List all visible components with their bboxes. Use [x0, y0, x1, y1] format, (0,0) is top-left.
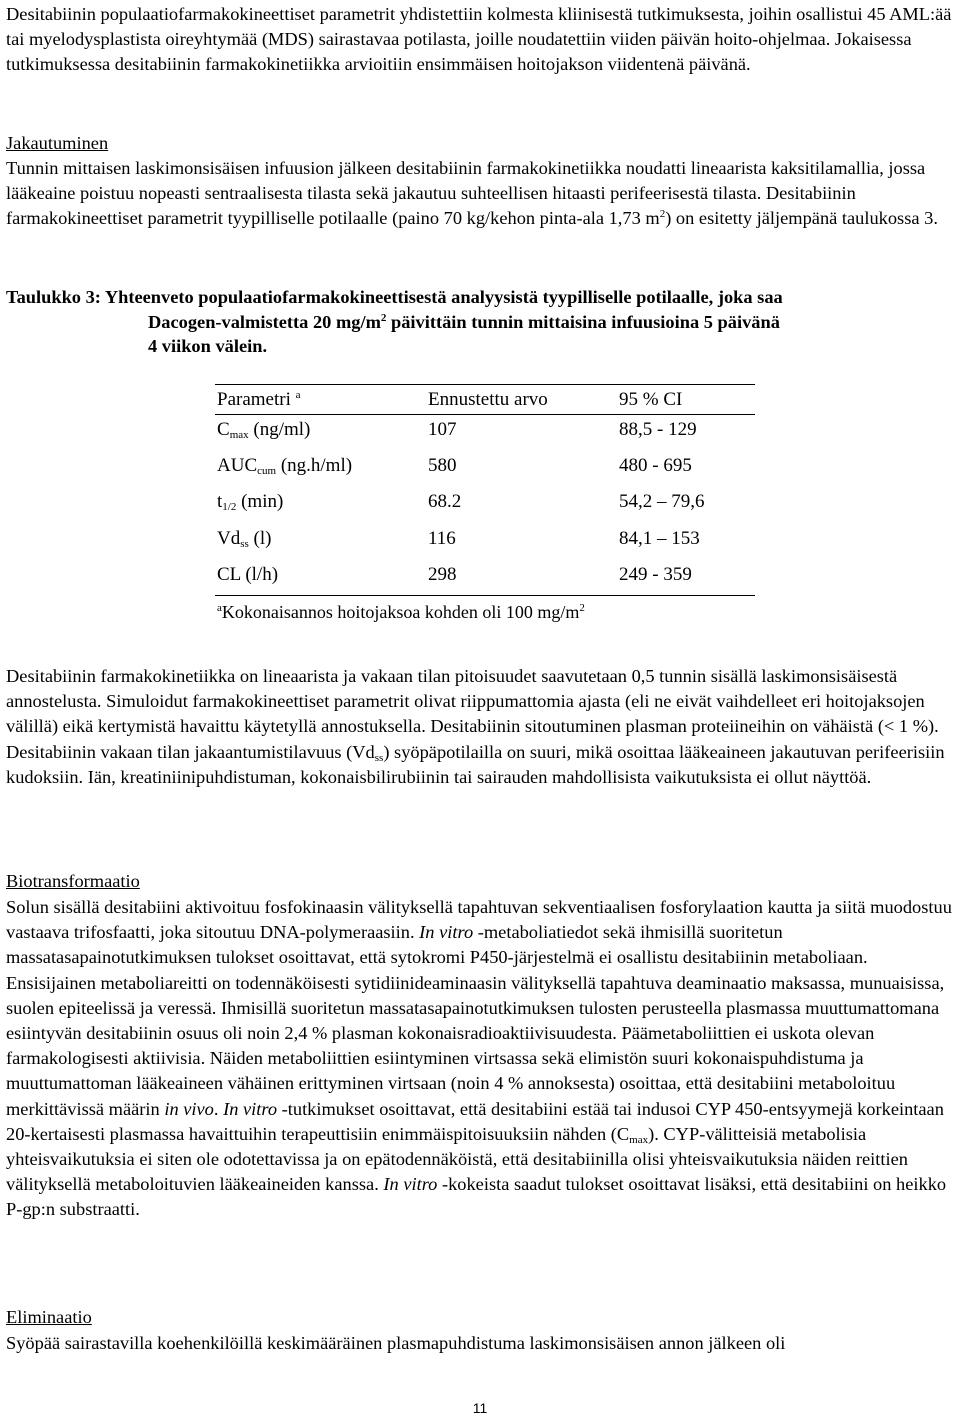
table-header-row: [215, 387, 755, 413]
distribution-heading: Jakautuminen: [6, 133, 109, 153]
biotransformation-paragraph: Solun sisällä desitabiini aktivoituu fosfokinaasin välityksellä tapahtuvan sekventiaalisen fosforylaation kautta ja siitä muodostuu vastaava trifosfaatti, joka sitoutuu DNA-polymeraasiin. In vitro -metaboliatiedot sekä ihmisillä suoritetun massatasapainotutkimuksen tulokset osoittavat, että sytokromi P450-järjestelmä ei osallistu desitabiinin metaboliaan. Ensisijainen metaboliareitti on todennäköisesti sytidiinideaminaasin välityksellä tapahtuva deaminaatio maksassa, munuaisissa, suolen epiteelissä ja veressä. Ihmisillä suoritetun massatasapainotutkimuksen tulosten perusteella plasmassa muuttumattomana esiintyvän desitabiinin osuus oli noin 2,4 % plasman kokonaisradioaktiivisuudesta. Päämetaboliittien ei uskota olevan farmakologisesti aktiivisia. Näiden metaboliittien esiintyminen virtsassa sekä elimistön suuri kokonaispuhdistuma ja muuttumattoman lääkeaineen vähäinen erittyminen virtsaan (noin 4 % annoksesta) osoittaa, että desitabiini metaboloituu merkittävissä määrin in vivo. In vitro -tutkimukset osoittavat, että desitabiini estää tai indusoi CYP 450-entsyymejä korkeintaan 20-kertaisesti plasmassa havaittuihin terapeuttisiin enimmäispitoisuuksiin nähden $(C_{max})$. CYP-välitteisiä metabolisia yhteisvaikutuksia ei siten ole odotettavissa ja on epätodennäköistä, että desitabiinilla olisi yhteisvaikutuksia näiden reittien välityksellä metaboloituvien lääkeaineiden kanssa. In vitro -kokeista saadut tulokset osoittavat lisäksi, että desitabiini on heikko P-gp:n substraatti.: [6, 897, 952, 1220]
table-header-rule: [215, 414, 755, 415]
elimination-heading: Eliminaatio: [6, 1307, 92, 1327]
table-row: CL (l/h) 298 249 - 359: [217, 564, 692, 585]
page-number: 11: [472, 1400, 488, 1416]
header-value: Ennustettu arvo: [428, 389, 548, 410]
table-top-rule: [215, 384, 755, 385]
elimination-paragraph: Syöpää sairastavilla koehenkilöillä keskimääräinen plasmapuhdistuma laskimonsisäisen annon jälkeen oli: [6, 1333, 786, 1353]
header-ci: 95 % CI: [619, 389, 683, 410]
pk-linearity-paragraph: Desitabiinin farmakokinetiikka on lineaarista ja vakaan tilan pitoisuudet saavutetaan 0,5 tunnin sisällä laskimonsisäisestä annostelusta. Simuloidut farmakokineettiset parametrit olivat riippumattomia ajasta (eli ne eivät vaihdelleet eri hoitojaksojen välillä) eikä kertymistä havaittu käytetyllä annostuksella. Desitabiinin sitoutuminen plasman proteiineihin on vähäistä (< 1 %). Desitabiinin vakaan tilan jakaantumistilavuus $(Vd_{ss})$ syöpäpotilailla on suuri, mikä osoittaa lääkeaineen jakautuvan perifeerisiin kudoksiin. Iän, kreatiniinipuhdistuman, kokonaisbilirubiinin tai sairauden mahdollisista vaikutuksista ei ollut näyttöä.: [6, 666, 945, 787]
intro-paragraph: Desitabiinin populaatiofarmakokineettiset parametrit yhdistettiin kolmesta kliinisestä tutkimuksesta, joihin osallistui 45 AML:ää tai myelodysplastista oireyhtymää (MDS) sairastavaa potilasta, joille noudatettiin viiden päivän hoito-ohjelmaa. Jokaisessa tutkimuksessa desitabiinin farmakokinetiikka arvioitiin ensimmäisen hoitojakson viidentenä päivänä.: [6, 4, 952, 75]
table-row: $C_{max}$ (ng/ml) 107 88,5 - 129: [217, 419, 697, 441]
table-row: $AUC_{cum}$ (ng.h/ml) 580 480 - 695: [217, 455, 692, 477]
table-footnote: $^a$Kokonaisannos hoitojaksoa kohden oli 100 $mg/m^2$: [217, 602, 585, 622]
table-row: $Vd_{ss}$ (l) 116 84,1 – 153: [217, 528, 700, 550]
table-bottom-rule: [215, 595, 755, 596]
table-caption: Taulukko 3: Yhteenveto populaatiofarmakokineettisestä analyysistä tyypilliselle potilaalle, joka saa Dacogen-valmistetta 20 $mg/m^2$ päivittäin tunnin mittaisina infuusioina 5 päivänä 4 viikon välein.: [6, 287, 783, 356]
biotransformation-heading: Biotransformaatio: [6, 871, 140, 891]
header-param: Parametri $^a$: [217, 389, 301, 410]
distribution-paragraph: Tunnin mittaisen laskimonsisäisen infuusion jälkeen desitabiinin farmakokinetiikka noudatti lineaarista kaksitilamallia, jossa lääkeaine poistuu nopeasti sentraalisesta tilasta sekä jakautuu suhteellisen hitaasti perifeerisestä tilasta. Desitabiinin farmakokineettiset parametrit tyypilliselle potilaalle (paino 70 kg/kehon pinta-ala 1,73 $m^2$) on esitetty jäljempänä taulukossa 3.: [6, 158, 938, 229]
table-row: $t_{1/2}$ (min) 68.2 54,2 – 79,6: [217, 491, 705, 513]
